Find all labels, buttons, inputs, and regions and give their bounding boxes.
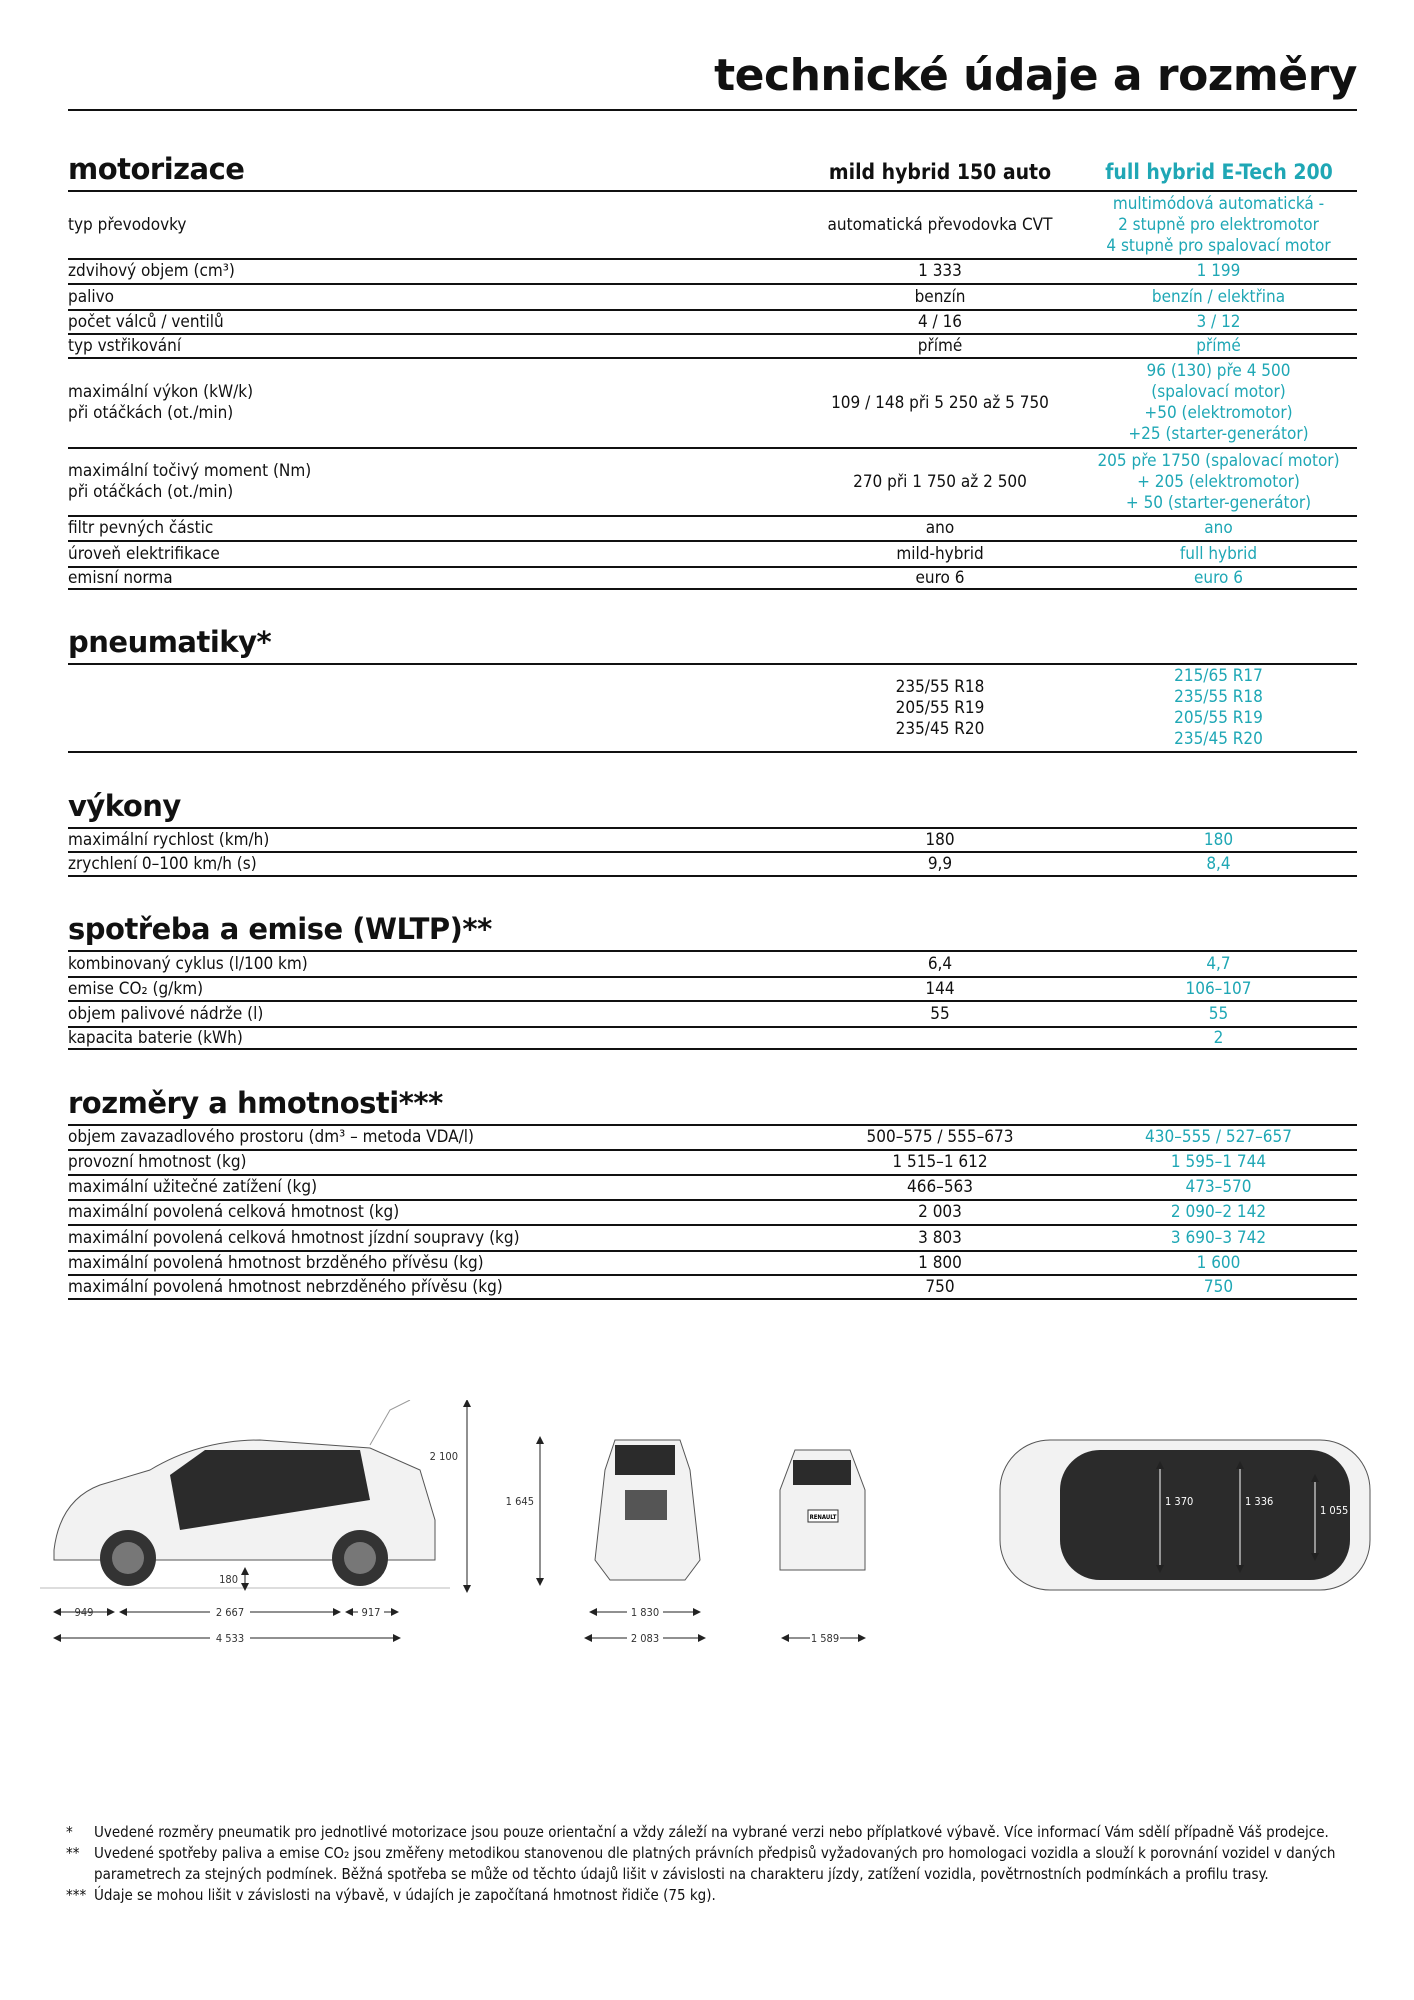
footnote — [66, 1885, 1358, 1906]
table-row — [68, 1026, 1357, 1050]
section-title: spotřeba a emise (WLTP)** — [68, 912, 492, 946]
table-row — [68, 333, 1357, 357]
dim-height-tailgate: 2 100 — [429, 1450, 458, 1463]
value-mild-hybrid: 4 / 16 — [917, 311, 963, 332]
value-mild-hybrid: mild-hybrid — [896, 543, 984, 564]
section-header — [68, 152, 1357, 190]
footnote-mark: *** — [66, 1886, 87, 1904]
footnote-text: Údaje se mohou lišit v závislosti na výbavě, v údajích je započítaná hmotnost řidiče (75 kg). — [94, 1886, 716, 1904]
value-mild-hybrid: benzín — [914, 286, 966, 307]
table-row — [68, 950, 1357, 976]
value-full-hybrid: 1 595–1 744 — [1170, 1152, 1267, 1172]
value-full-hybrid: 205 pře 1750 (spalovací motor) + 205 (elektromotor) + 50 (starter-generátor) — [1097, 450, 1340, 513]
table-row — [68, 357, 1357, 447]
row-label: emise CO₂ (g/km) — [68, 978, 204, 999]
row-label: maximální užitečné zatížení (kg) — [68, 1177, 318, 1197]
value-full-hybrid: multimódová automatická - 2 stupně pro elektromotor 4 stupně pro spalovací motor — [1106, 193, 1331, 256]
section-title: rozměry a hmotnosti*** — [68, 1086, 443, 1120]
vehicle-dimensions-diagram — [40, 1400, 1400, 1680]
section-vykony — [68, 789, 1357, 877]
table-row — [68, 1250, 1357, 1274]
row-label: typ vstřikování — [68, 335, 182, 356]
value-mild-hybrid: 270 při 1 750 až 2 500 — [853, 471, 1027, 492]
value-full-hybrid: přímé — [1196, 335, 1241, 356]
row-label: objem palivové nádrže (l) — [68, 1003, 264, 1024]
table-row — [68, 309, 1357, 333]
table-row — [68, 1274, 1357, 1300]
value-full-hybrid: 750 — [1203, 1276, 1234, 1297]
value-mild-hybrid: 3 803 — [918, 1227, 962, 1248]
row-label: maximální povolená celková hmotnost jízdní soupravy (kg) — [68, 1227, 520, 1248]
section-pneumatiky — [68, 625, 1357, 753]
row-label: provozní hmotnost (kg) — [68, 1152, 247, 1172]
value-mild-hybrid: 500–575 / 555–673 — [866, 1127, 1014, 1147]
side-view-car — [40, 1400, 450, 1588]
dim-length: 4 533 — [215, 1632, 245, 1645]
row-label: maximální točivý moment (Nm) při otáčkách (ot./min) — [68, 461, 312, 502]
value-full-hybrid: 2 — [1213, 1027, 1224, 1048]
table-row — [68, 1174, 1357, 1199]
column-header-c2: full hybrid E-Tech 200 — [1105, 160, 1333, 184]
value-mild-hybrid: 750 — [925, 1276, 955, 1297]
table-row — [68, 851, 1357, 877]
row-label: maximální rychlost (km/h) — [68, 829, 270, 850]
value-mild-hybrid: 144 — [925, 978, 955, 999]
spec-table — [68, 950, 1357, 1050]
footnote-mark: ** — [66, 1844, 80, 1862]
section-header — [68, 625, 1357, 663]
title-divider — [68, 109, 1357, 111]
row-label: maximální výkon (kW/k) při otáčkách (ot./min) — [68, 382, 254, 423]
table-row — [68, 663, 1357, 753]
value-mild-hybrid: ano — [925, 518, 955, 538]
dim-height: 1 645 — [505, 1495, 534, 1508]
value-mild-hybrid: přímé — [917, 335, 963, 356]
dim-front-overhang: 949 — [74, 1606, 94, 1619]
dim-interior-rear: 1 336 — [1245, 1495, 1274, 1508]
rear-view-car — [780, 1450, 865, 1570]
table-row — [68, 566, 1357, 590]
value-full-hybrid: full hybrid — [1179, 543, 1258, 564]
row-label: kapacita baterie (kWh) — [68, 1027, 243, 1048]
footnote — [66, 1822, 1358, 1843]
table-row — [68, 1124, 1357, 1149]
value-mild-hybrid: 1 515–1 612 — [892, 1152, 988, 1172]
row-label: maximální povolená hmotnost brzděného přívěsu (kg) — [68, 1252, 484, 1273]
value-mild-hybrid: 9,9 — [927, 853, 953, 874]
value-full-hybrid: 55 — [1208, 1003, 1229, 1024]
value-mild-hybrid: 180 — [925, 829, 955, 850]
table-row — [68, 258, 1357, 283]
row-label: filtr pevných částic — [68, 518, 214, 538]
table-row — [68, 1199, 1357, 1224]
value-mild-hybrid: 55 — [930, 1003, 950, 1024]
dim-ground-clearance: 180 — [219, 1573, 238, 1586]
row-label: kombinovaný cyklus (l/100 km) — [68, 953, 308, 974]
value-full-hybrid: 430–555 / 527–657 — [1145, 1127, 1292, 1147]
table-row — [68, 827, 1357, 851]
row-label: zdvihový objem (cm³) — [68, 261, 235, 281]
table-row — [68, 190, 1357, 258]
row-label: zrychlení 0–100 km/h (s) — [68, 853, 257, 874]
value-mild-hybrid: euro 6 — [915, 567, 965, 588]
column-header-c1: mild hybrid 150 auto — [828, 160, 1052, 184]
value-full-hybrid: 2 090–2 142 — [1170, 1202, 1267, 1222]
spec-table — [68, 663, 1357, 753]
value-full-hybrid: 215/65 R17 235/55 R18 205/55 R19 235/45 R20 — [1174, 666, 1263, 749]
row-label: typ převodovky — [68, 214, 187, 235]
row-label: počet válců / ventilů — [68, 311, 224, 332]
section-motorizace — [68, 152, 1357, 590]
table-row — [68, 1224, 1357, 1250]
table-row — [68, 976, 1357, 1000]
value-full-hybrid: 96 (130) pře 4 500 (spalovací motor) +50 (elektromotor) +25 (starter-generátor) — [1128, 361, 1309, 444]
spec-table — [68, 1124, 1357, 1300]
value-mild-hybrid: 466–563 — [906, 1177, 974, 1197]
value-mild-hybrid: automatická převodovka CVT — [827, 214, 1053, 235]
section-title: výkony — [68, 789, 181, 823]
section-rozmery — [68, 1086, 1357, 1300]
section-header — [68, 912, 1357, 950]
spec-table — [68, 190, 1357, 590]
value-full-hybrid: 180 — [1203, 829, 1234, 850]
table-row — [68, 283, 1357, 309]
row-label: maximální povolená celková hmotnost (kg) — [68, 1202, 400, 1222]
table-row — [68, 515, 1357, 540]
dim-interior-boot: 1 055 — [1320, 1504, 1349, 1517]
dim-width-mirrors: 2 083 — [630, 1632, 660, 1645]
value-full-hybrid: benzín / elektřina — [1151, 286, 1286, 307]
value-full-hybrid: euro 6 — [1194, 567, 1243, 588]
section-title: pneumatiky* — [68, 625, 272, 659]
spec-table — [68, 827, 1357, 877]
dim-interior-front: 1 370 — [1165, 1495, 1194, 1508]
section-spotreba — [68, 912, 1357, 1050]
dim-rear-overhang: 917 — [361, 1606, 381, 1619]
row-label: emisní norma — [68, 567, 173, 588]
dim-width: 1 830 — [630, 1606, 660, 1619]
dim-wheelbase: 2 667 — [215, 1606, 245, 1619]
dim-track: 1 589 — [810, 1632, 840, 1645]
table-row — [68, 1149, 1357, 1174]
value-full-hybrid: 106–107 — [1185, 978, 1252, 999]
value-mild-hybrid: 1 333 — [918, 261, 962, 281]
footnote-mark: * — [66, 1823, 73, 1841]
row-label: palivo — [68, 286, 114, 307]
value-full-hybrid: 3 690–3 742 — [1170, 1227, 1267, 1248]
footnote-text: Uvedené rozměry pneumatik pro jednotlivé motorizace jsou pouze orientační a vždy záleží na vybrané verzi nebo příplatkové výbavě. Více informací Vám sdělí případně Váš prodejce. — [94, 1823, 1329, 1841]
table-row — [68, 1000, 1357, 1026]
row-label: úroveň elektrifikace — [68, 543, 220, 564]
value-full-hybrid: 8,4 — [1206, 853, 1231, 874]
table-row — [68, 540, 1357, 566]
value-full-hybrid: ano — [1204, 518, 1233, 538]
value-full-hybrid: 473–570 — [1185, 1177, 1252, 1197]
front-view-car — [595, 1440, 700, 1580]
section-title: motorizace — [68, 152, 245, 186]
footnotes — [66, 1822, 1358, 1906]
value-full-hybrid: 3 / 12 — [1196, 311, 1241, 332]
footnote — [66, 1843, 1358, 1885]
row-label: objem zavazadlového prostoru (dm³ – metoda VDA/l) — [68, 1127, 474, 1147]
section-header — [68, 1086, 1357, 1124]
value-mild-hybrid: 235/55 R18 205/55 R19 235/45 R20 — [895, 676, 985, 739]
section-header — [68, 789, 1357, 827]
value-mild-hybrid: 6,4 — [927, 953, 953, 974]
row-label: maximální povolená hmotnost nebrzděného přívěsu (kg) — [68, 1276, 503, 1297]
value-full-hybrid: 4,7 — [1206, 953, 1231, 974]
value-mild-hybrid: 1 800 — [918, 1252, 962, 1273]
value-mild-hybrid: 109 / 148 při 5 250 až 5 750 — [831, 392, 1049, 413]
page-title: technické údaje a rozměry — [714, 50, 1357, 101]
table-row — [68, 447, 1357, 515]
footnote-text: Uvedené spotřeby paliva a emise CO₂ jsou změřeny metodikou stanovenou dle platných právních předpisů vyžadovaných pro homologaci vozidla a slouží k porovnání vozidel v daných parametrech za stejných podmínek. Běžná spotřeba se může od těchto údajů lišit v závislosti na charakteru jízdy, zatížení vozidla, povětrnostních podmínkách a profilu trasy. — [94, 1844, 1336, 1883]
rear-badge: RENAULT — [809, 1514, 837, 1521]
value-full-hybrid: 1 199 — [1196, 261, 1241, 281]
value-full-hybrid: 1 600 — [1196, 1252, 1241, 1273]
value-mild-hybrid: 2 003 — [918, 1202, 962, 1222]
